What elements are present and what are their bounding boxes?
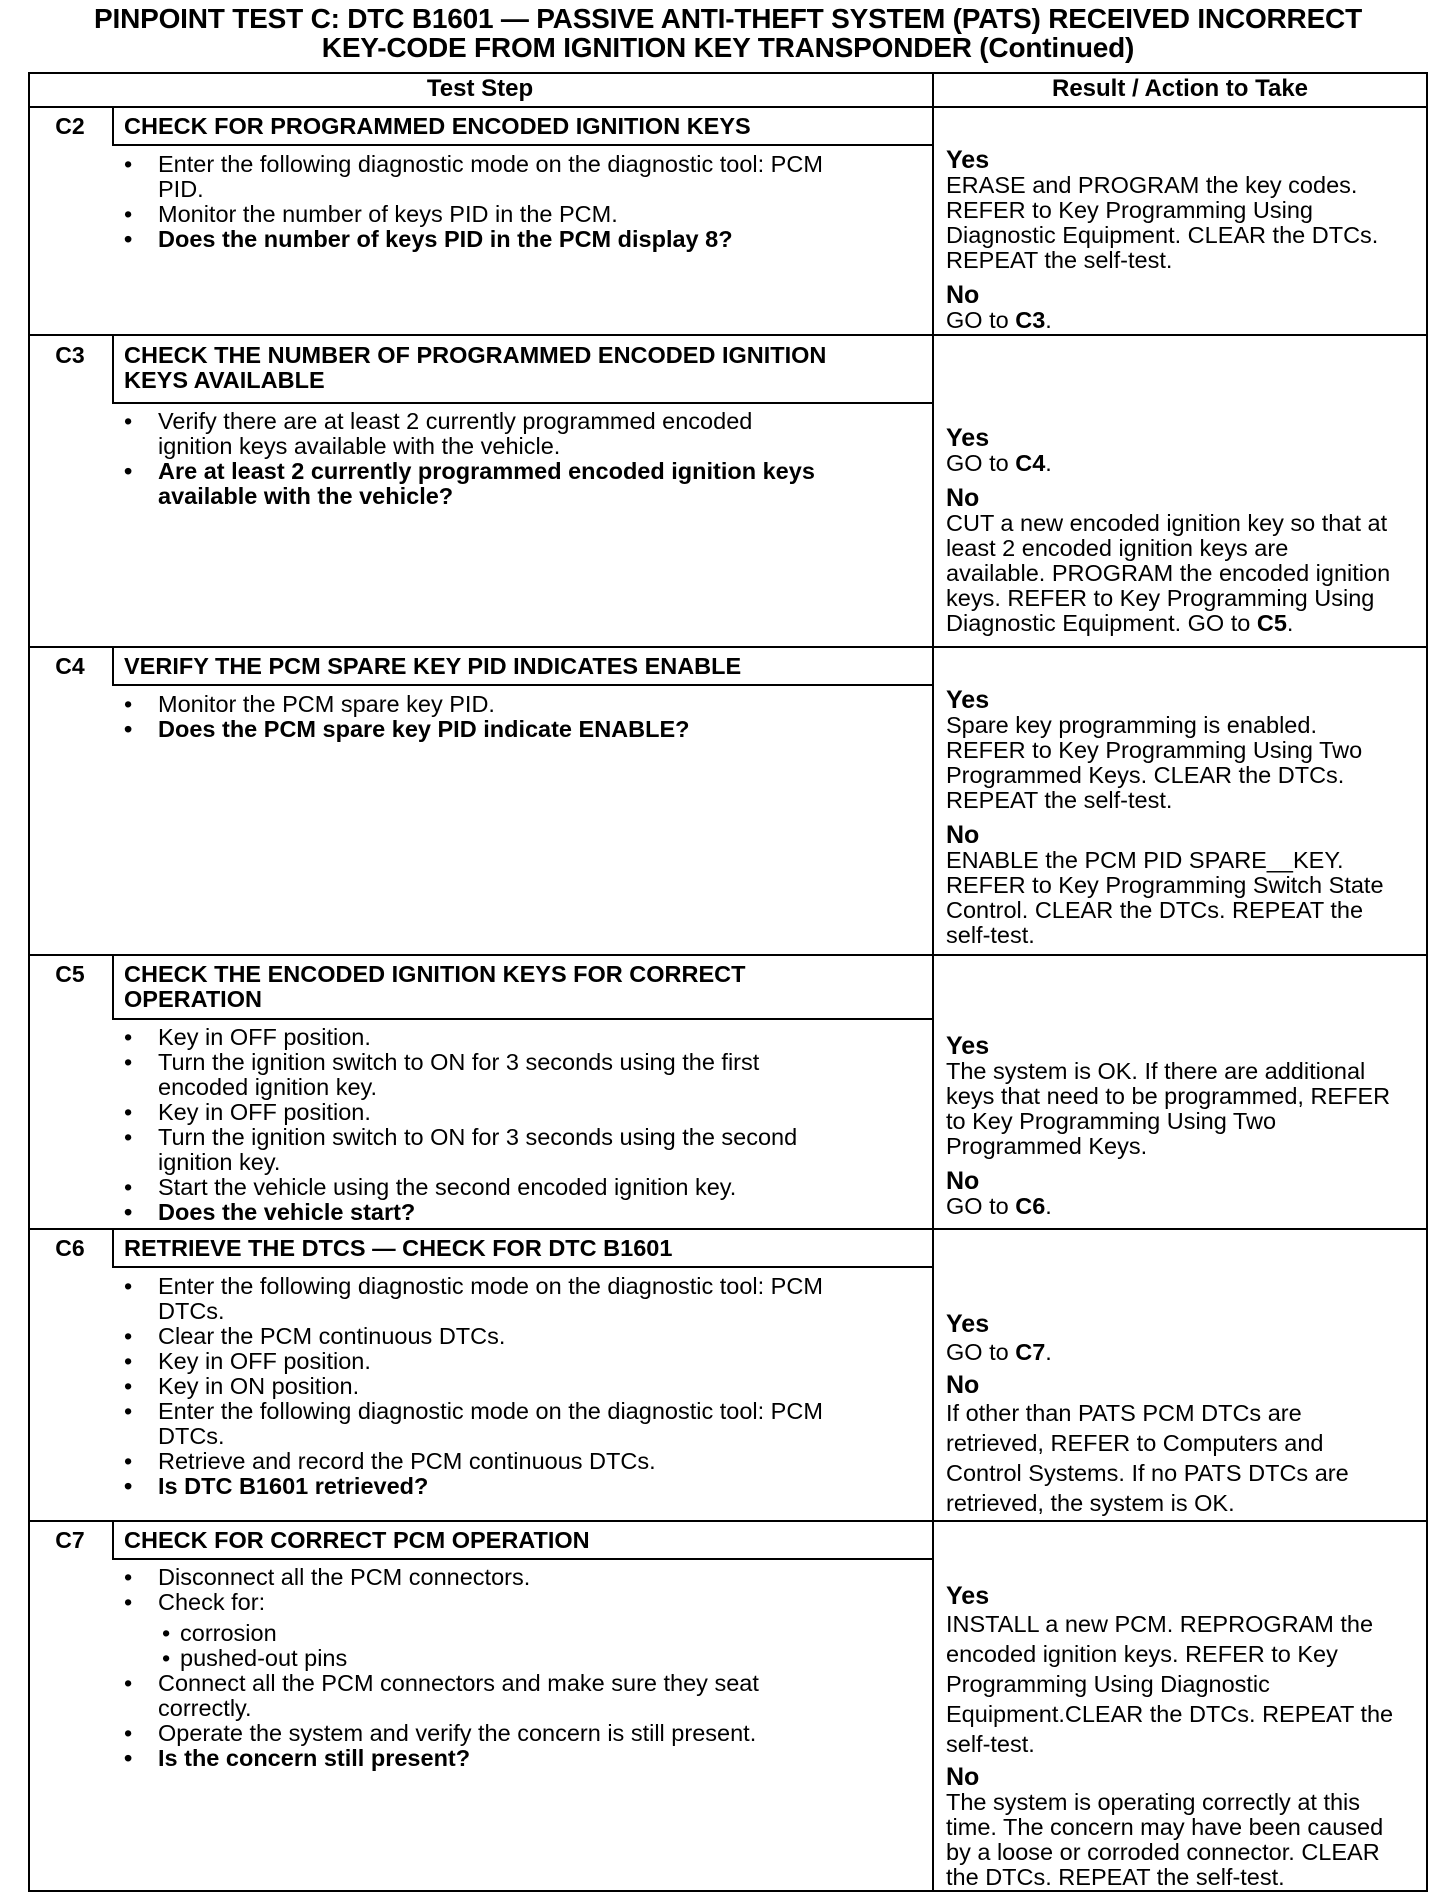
step-title — [124, 114, 751, 139]
instruction-line: • Turn the ignition switch to ON for 3 seconds using the first — [158, 1049, 760, 1075]
instruction-item — [112, 1175, 797, 1200]
instruction-item — [112, 202, 823, 227]
step-instructions — [112, 1025, 797, 1225]
yes-action-line: Equipment.CLEAR the DTCs. REPEAT the — [946, 1701, 1394, 1727]
test-table — [28, 72, 1428, 1892]
step-id: C7 — [55, 1527, 85, 1553]
no-action-line: REFER to Key Programming Switch State — [946, 872, 1384, 898]
yes-action-line — [946, 451, 1428, 476]
step-reference: C6 — [1015, 1193, 1046, 1219]
instruction-line: • Key in OFF position. — [158, 1099, 371, 1125]
yes-label: Yes — [946, 1582, 990, 1610]
instruction-line: • Turn the ignition switch to ON for 3 seconds using the second — [158, 1124, 798, 1150]
step-result — [946, 1312, 1428, 1518]
yes-label: Yes — [946, 424, 990, 452]
instruction-item — [112, 1374, 823, 1399]
instruction-line: • Check for: — [158, 1589, 266, 1615]
header-divider — [28, 106, 1428, 108]
yes-action-line: REPEAT the self-test. — [946, 247, 1173, 273]
yes-action-line: Programmed Keys. — [946, 1133, 1148, 1159]
instruction-line: • Monitor the PCM spare key PID. — [158, 691, 495, 717]
header-test-step: Test Step — [426, 75, 534, 102]
instruction-line: • Enter the following diagnostic mode on the diagnostic tool: PCM — [158, 151, 823, 177]
step-result — [946, 148, 1428, 333]
instruction-question — [112, 717, 690, 742]
yes-action-text: GO to — [946, 1339, 1016, 1365]
instruction-line: PID. — [158, 176, 204, 202]
instruction-item — [112, 1671, 759, 1721]
no-action-line — [946, 1194, 1428, 1219]
yes-action-line: keys that need to be programmed, REFER — [946, 1083, 1391, 1109]
no-action-line: CUT a new encoded ignition key so that at — [946, 510, 1388, 536]
instruction-item — [112, 1449, 823, 1474]
title-divider — [112, 1266, 934, 1268]
title-divider — [112, 402, 934, 404]
instruction-line: • Verify there are at least 2 currently programmed encoded — [158, 408, 753, 434]
instruction-item — [112, 1721, 759, 1746]
instruction-line: • Are at least 2 currently programmed encoded ignition keys — [158, 458, 815, 484]
no-action-line: If other than PATS PCM DTCs are — [946, 1400, 1302, 1426]
no-action-line: least 2 encoded ignition keys are — [946, 535, 1289, 561]
no-action-line: by a loose or corroded connector. CLEAR — [946, 1839, 1380, 1865]
step-id: C5 — [55, 961, 85, 987]
step-instructions — [112, 152, 823, 252]
step-title — [124, 1236, 672, 1261]
step-title — [124, 343, 826, 393]
yes-action-line: Programming Using Diagnostic — [946, 1671, 1270, 1697]
id-divider — [112, 1520, 114, 1560]
yes-action-line: Spare key programming is enabled. — [946, 712, 1317, 738]
instruction-item — [112, 1100, 797, 1125]
step-title-line: KEYS AVAILABLE — [124, 367, 325, 393]
instruction-item — [112, 152, 823, 202]
instruction-line: • Start the vehicle using the second encoded ignition key. — [158, 1174, 737, 1200]
step-instructions — [112, 692, 690, 742]
instruction-question — [112, 459, 815, 509]
step-title-line: VERIFY THE PCM SPARE KEY PID INDICATES ENABLE — [124, 653, 742, 679]
id-divider — [112, 646, 114, 686]
title-divider — [112, 1558, 934, 1560]
step-title — [124, 654, 741, 679]
instruction-line: • Connect all the PCM connectors and make sure they seat — [158, 1670, 759, 1696]
no-action-text: GO to — [946, 1193, 1016, 1219]
step-title-line: CHECK FOR CORRECT PCM OPERATION — [124, 1527, 590, 1553]
instruction-line: • Does the vehicle start? — [158, 1199, 416, 1225]
no-action-text: . — [1286, 610, 1294, 636]
instruction-line: • Retrieve and record the PCM continuous DTCs. — [158, 1448, 656, 1474]
yes-label: Yes — [946, 1310, 990, 1338]
yes-action-line: encoded ignition keys. REFER to Key — [946, 1641, 1338, 1667]
instruction-question — [112, 227, 823, 252]
no-action-line — [946, 611, 1428, 636]
instruction-line: • Monitor the number of keys PID in the PCM. — [158, 201, 618, 227]
step-title-line: RETRIEVE THE DTCS — CHECK FOR DTC B1601 — [124, 1235, 673, 1261]
yes-action-line: INSTALL a new PCM. REPROGRAM the — [946, 1611, 1374, 1637]
no-action-line: The system is operating correctly at this — [946, 1789, 1361, 1815]
no-label: No — [946, 484, 980, 512]
no-action-text: Diagnostic Equipment. GO to — [946, 610, 1257, 636]
table-border-top — [28, 72, 1428, 74]
yes-action-text: . — [1045, 1339, 1052, 1365]
instruction-line: DTCs. — [158, 1423, 225, 1449]
step-reference: C7 — [1015, 1339, 1046, 1365]
no-action-line: retrieved, the system is OK. — [946, 1490, 1235, 1516]
yes-action-line: Diagnostic Equipment. CLEAR the DTCs. — [946, 222, 1379, 248]
instruction-item — [112, 1590, 759, 1671]
instruction-item — [112, 1399, 823, 1449]
yes-action-line: REFER to Key Programming Using — [946, 197, 1313, 223]
step-reference: C4 — [1015, 450, 1046, 476]
step-instructions — [112, 1565, 759, 1771]
row-divider — [28, 1228, 1428, 1230]
step-reference: C3 — [1015, 307, 1046, 333]
no-action-line: time. The concern may have been caused — [946, 1814, 1384, 1840]
step-title-line: CHECK THE ENCODED IGNITION KEYS FOR CORRECT — [124, 961, 746, 987]
step-title-line: CHECK THE NUMBER OF PROGRAMMED ENCODED IGNITION — [124, 342, 827, 368]
yes-action-line: The system is OK. If there are additional — [946, 1058, 1366, 1084]
yes-label: Yes — [946, 686, 990, 714]
instruction-line: • Operate the system and verify the concern is still present. — [158, 1720, 757, 1746]
check-sublist — [158, 1621, 759, 1671]
instruction-item — [112, 1274, 823, 1324]
instruction-question — [112, 1474, 823, 1499]
id-divider — [112, 334, 114, 404]
no-action-line: available. PROGRAM the encoded ignition — [946, 560, 1391, 586]
step-result — [946, 426, 1428, 636]
column-divider — [932, 72, 934, 1892]
no-action-line: the DTCs. REPEAT the self-test. — [946, 1864, 1285, 1890]
title-line-2: KEY-CODE FROM IGNITION KEY TRANSPONDER (Continued) — [321, 32, 1135, 63]
instruction-item — [112, 1349, 823, 1374]
no-action-text: GO to — [946, 307, 1016, 333]
instruction-line: ignition keys available with the vehicle. — [158, 433, 561, 459]
instruction-line: • Is the concern still present? — [158, 1745, 471, 1771]
instruction-line: • Key in OFF position. — [158, 1024, 371, 1050]
page-title — [0, 4, 1456, 62]
yes-action-line: ERASE and PROGRAM the key codes. — [946, 172, 1358, 198]
instruction-line: available with the vehicle? — [158, 483, 454, 509]
step-id: C4 — [55, 653, 85, 679]
step-instructions — [112, 1274, 823, 1499]
instruction-line: • Does the PCM spare key PID indicate ENABLE? — [158, 716, 690, 742]
step-reference: C5 — [1256, 610, 1287, 636]
step-title — [124, 962, 745, 1012]
no-label: No — [946, 281, 980, 309]
instruction-line: encoded ignition key. — [158, 1074, 378, 1100]
step-id: C2 — [55, 113, 85, 139]
yes-label: Yes — [946, 1032, 990, 1060]
row-divider — [28, 334, 1428, 336]
no-action-text: . — [1045, 1193, 1052, 1219]
instruction-line: • Does the number of keys PID in the PCM display 8? — [158, 226, 733, 252]
title-divider — [112, 684, 934, 686]
step-result — [946, 1034, 1428, 1219]
instruction-line: • Is DTC B1601 retrieved? — [158, 1473, 429, 1499]
step-title — [124, 1528, 590, 1553]
row-divider — [28, 954, 1428, 956]
instruction-line: • Enter the following diagnostic mode on the diagnostic tool: PCM — [158, 1398, 823, 1424]
yes-action-line: REPEAT the self-test. — [946, 787, 1173, 813]
no-label: No — [946, 1371, 980, 1399]
step-id: C3 — [55, 342, 85, 368]
yes-action-line: REFER to Key Programming Using Two — [946, 737, 1363, 763]
table-border-bottom — [28, 1890, 1428, 1892]
no-action-line — [946, 308, 1428, 333]
step-result — [946, 688, 1428, 948]
instruction-line: • Key in ON position. — [158, 1373, 360, 1399]
title-divider — [112, 1018, 934, 1020]
instruction-question — [112, 1746, 759, 1771]
step-title-line: CHECK FOR PROGRAMMED ENCODED IGNITION KEYS — [124, 113, 751, 139]
instruction-line: • Disconnect all the PCM connectors. — [158, 1564, 531, 1590]
instruction-line: ignition key. — [158, 1149, 281, 1175]
header-result: Result / Action to Take — [1051, 75, 1309, 102]
step-id: C6 — [55, 1235, 85, 1261]
title-divider — [112, 144, 934, 146]
instruction-item — [112, 1565, 759, 1590]
yes-label: Yes — [946, 146, 990, 174]
id-divider — [112, 106, 114, 146]
instruction-item — [112, 1025, 797, 1050]
yes-action-line: self-test. — [946, 1731, 1035, 1757]
instruction-item — [112, 1050, 797, 1100]
instruction-item — [112, 1125, 797, 1175]
check-subitem: • corrosion — [158, 1621, 759, 1646]
instruction-question — [112, 1200, 797, 1225]
step-title-line: OPERATION — [124, 986, 262, 1012]
id-divider — [112, 954, 114, 1020]
no-action-line: self-test. — [946, 922, 1035, 948]
no-action-line: ENABLE the PCM PID SPARE__KEY. — [946, 847, 1344, 873]
no-action-line: Control Systems. If no PATS DTCs are — [946, 1460, 1349, 1486]
no-action-line: keys. REFER to Key Programming Using — [946, 585, 1375, 611]
no-action-line: retrieved, REFER to Computers and — [946, 1430, 1324, 1456]
step-instructions — [112, 409, 815, 509]
id-divider — [112, 1228, 114, 1268]
instruction-item — [112, 692, 690, 717]
no-label: No — [946, 1763, 980, 1791]
yes-action-line: to Key Programming Using Two — [946, 1108, 1277, 1134]
row-divider — [28, 1520, 1428, 1522]
no-action-line: Control. CLEAR the DTCs. REPEAT the — [946, 897, 1364, 923]
check-subitem: • pushed-out pins — [158, 1646, 759, 1671]
instruction-item — [112, 1324, 823, 1349]
yes-action-line — [946, 1337, 1428, 1367]
no-action-text: . — [1045, 307, 1052, 333]
instruction-line: • Clear the PCM continuous DTCs. — [158, 1323, 506, 1349]
yes-action-text: . — [1045, 450, 1052, 476]
yes-action-line: Programmed Keys. CLEAR the DTCs. — [946, 762, 1345, 788]
instruction-line: correctly. — [158, 1695, 252, 1721]
instruction-line: • Key in OFF position. — [158, 1348, 371, 1374]
instruction-line: DTCs. — [158, 1298, 225, 1324]
no-label: No — [946, 1167, 980, 1195]
no-label: No — [946, 821, 980, 849]
title-line-1: PINPOINT TEST C: DTC B1601 — PASSIVE ANTI-THEFT SYSTEM (PATS) RECEIVED INCORRECT — [94, 3, 1362, 34]
yes-action-text: GO to — [946, 450, 1016, 476]
instruction-line: • Enter the following diagnostic mode on the diagnostic tool: PCM — [158, 1273, 823, 1299]
row-divider — [28, 646, 1428, 648]
instruction-item — [112, 409, 815, 459]
step-result — [946, 1584, 1428, 1890]
